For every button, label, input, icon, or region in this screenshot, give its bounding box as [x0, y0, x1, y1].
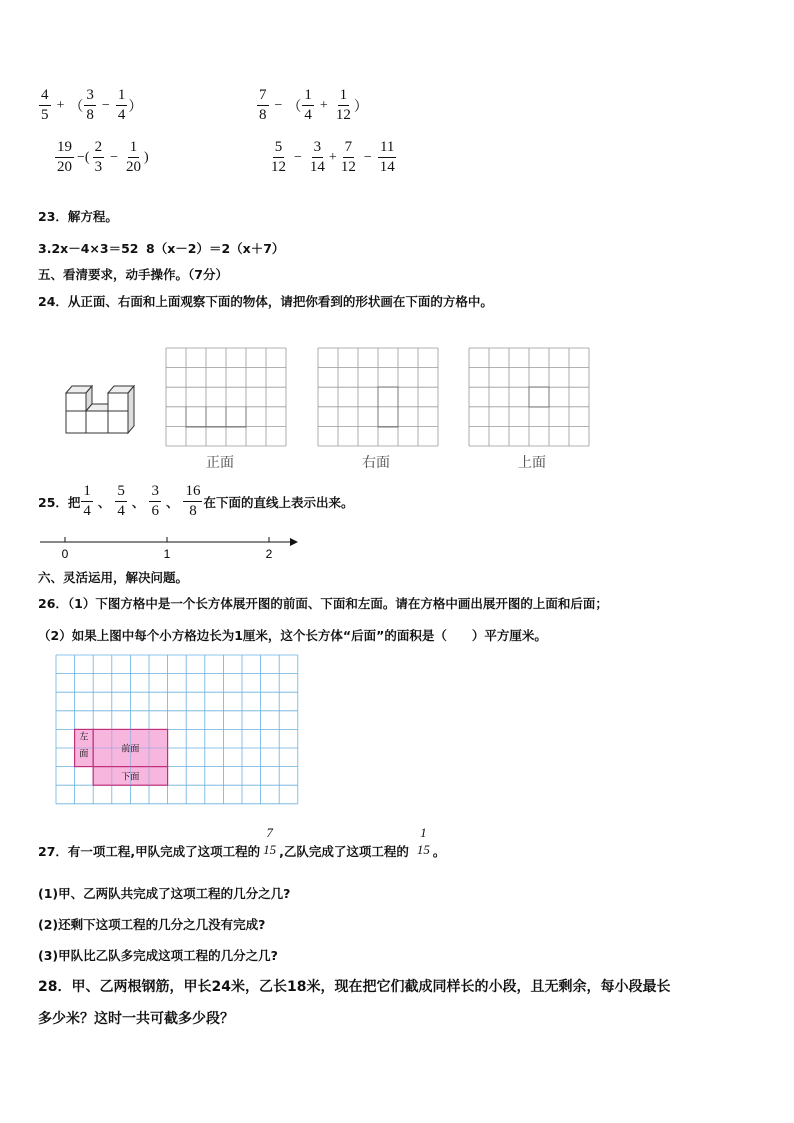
cube-object-figure [62, 381, 144, 437]
fraction: $\frac{5}{4}$ [117, 483, 125, 519]
net-grid[interactable] [55, 654, 301, 806]
operator: + [56, 97, 65, 113]
grid-right[interactable] [317, 347, 439, 447]
separator: 、 [97, 494, 111, 510]
fraction: $\frac{1}{20}$ [125, 139, 141, 175]
separator: 、 [131, 494, 145, 510]
operator: − [294, 149, 302, 165]
separator: 、 [165, 494, 179, 510]
q27-text-b: ,乙队完成了这项工程的 [279, 844, 409, 859]
fraction: $\frac{1}{4}$ [117, 87, 126, 123]
q25-suffix: 在下面的直线上表示出来。 [203, 494, 354, 510]
question-23-title: 23．解方程。 [38, 209, 118, 224]
question-27-sub2: (2)还剩下这项工程的几分之几没有完成? [38, 917, 266, 932]
question-26-part2: （2）如果上图中每个小方格边长为1厘米，这个长方体“后面”的面积是（ ）平方厘米。 [38, 628, 547, 643]
tick-0: 0 [61, 547, 69, 561]
question-24-text: 24．从正面、右面和上面观察下面的物体，请把你看到的形状画在下面的方格中。 [38, 294, 493, 309]
paren: ） [353, 99, 368, 115]
net-label-bottom: 下面 [121, 772, 140, 783]
fraction: $\frac{4}{5}$ [41, 87, 49, 123]
fraction: $\frac{11}{14}$ [379, 139, 395, 175]
label-top: 上面 [518, 455, 546, 471]
net-label-left: 左 [79, 732, 89, 743]
fraction: $\frac{2}{3}$ [94, 139, 103, 175]
operator: − [363, 149, 372, 165]
grid-front[interactable] [165, 347, 287, 447]
label-front: 正面 [206, 455, 234, 471]
operator: + [319, 97, 328, 113]
number-line[interactable] [38, 534, 300, 564]
q27-text-a: 27．有一项工程,甲队完成了这项工程的 [38, 844, 261, 859]
fraction: 7 15 [263, 825, 277, 857]
section-5-title: 五、看清要求，动手操作。（7分） [38, 267, 228, 282]
section-6-title: 六、灵活运用，解决问题。 [38, 570, 189, 585]
operator: − [101, 97, 110, 113]
operator: − [274, 97, 283, 113]
net-label-front: 前面 [121, 744, 140, 755]
fraction: $\frac{3}{6}$ [151, 483, 159, 519]
fraction: $\frac{16}{8}$ [185, 483, 201, 519]
q27-end: 。 [432, 844, 446, 859]
label-right: 右面 [362, 455, 390, 471]
equation-1: 3.2x－4×3＝52 [38, 241, 139, 256]
equation-2: 8（x－2）＝2（x＋7） [146, 241, 285, 256]
operator: −( [77, 149, 90, 165]
fraction: $\frac{7}{8}$ [259, 87, 267, 123]
question-26-part1: 26．（1）下图方格中是一个长方体展开图的前面、下面和左面。请在方格中画出展开图的上面和后面； [38, 596, 608, 611]
fraction: $\frac{1}{12}$ [335, 87, 351, 123]
expression-2 [256, 88, 368, 123]
question-27-sub3: (3)甲队比乙队多完成这项工程的几分之几? [38, 948, 278, 963]
paren: ) [143, 149, 149, 165]
fraction: $\frac{5}{12}$ [271, 139, 286, 175]
grid-top[interactable] [468, 347, 590, 447]
operator: − [110, 149, 118, 165]
tick-1: 1 [163, 547, 171, 561]
fraction: 1 15 [416, 825, 430, 857]
fraction: $\frac{3}{8}$ [86, 87, 94, 123]
q25-prefix: 25．把 [38, 494, 81, 510]
paren: ） [128, 99, 143, 115]
tick-2: 2 [265, 547, 273, 561]
question-28-line2: 多少米？这时一共可截多少段？ [38, 1011, 234, 1027]
question-27-text [38, 826, 445, 862]
fraction: $\frac{1}{4}$ [304, 87, 312, 123]
fraction: $\frac{3}{14}$ [309, 139, 325, 175]
expression-1 [38, 88, 142, 123]
expression-3 [54, 140, 149, 175]
question-25-text [38, 484, 353, 519]
question-28-line1: 28．甲、乙两根钢筋，甲长24米，乙长18米，现在把它们截成同样长的小段，且无剩余，每小段最长 [38, 979, 671, 995]
question-27-sub1: (1)甲、乙两队共完成了这项工程的几分之几? [38, 886, 291, 901]
expression-4 [268, 140, 398, 175]
fraction: $\frac{19}{20}$ [57, 139, 72, 175]
operator: + [328, 149, 337, 165]
paren: （ [287, 99, 302, 115]
fraction: $\frac{1}{4}$ [83, 483, 91, 519]
fraction: $\frac{7}{12}$ [340, 139, 356, 175]
paren: （ [69, 99, 84, 115]
net-label-left: 面 [79, 749, 89, 760]
